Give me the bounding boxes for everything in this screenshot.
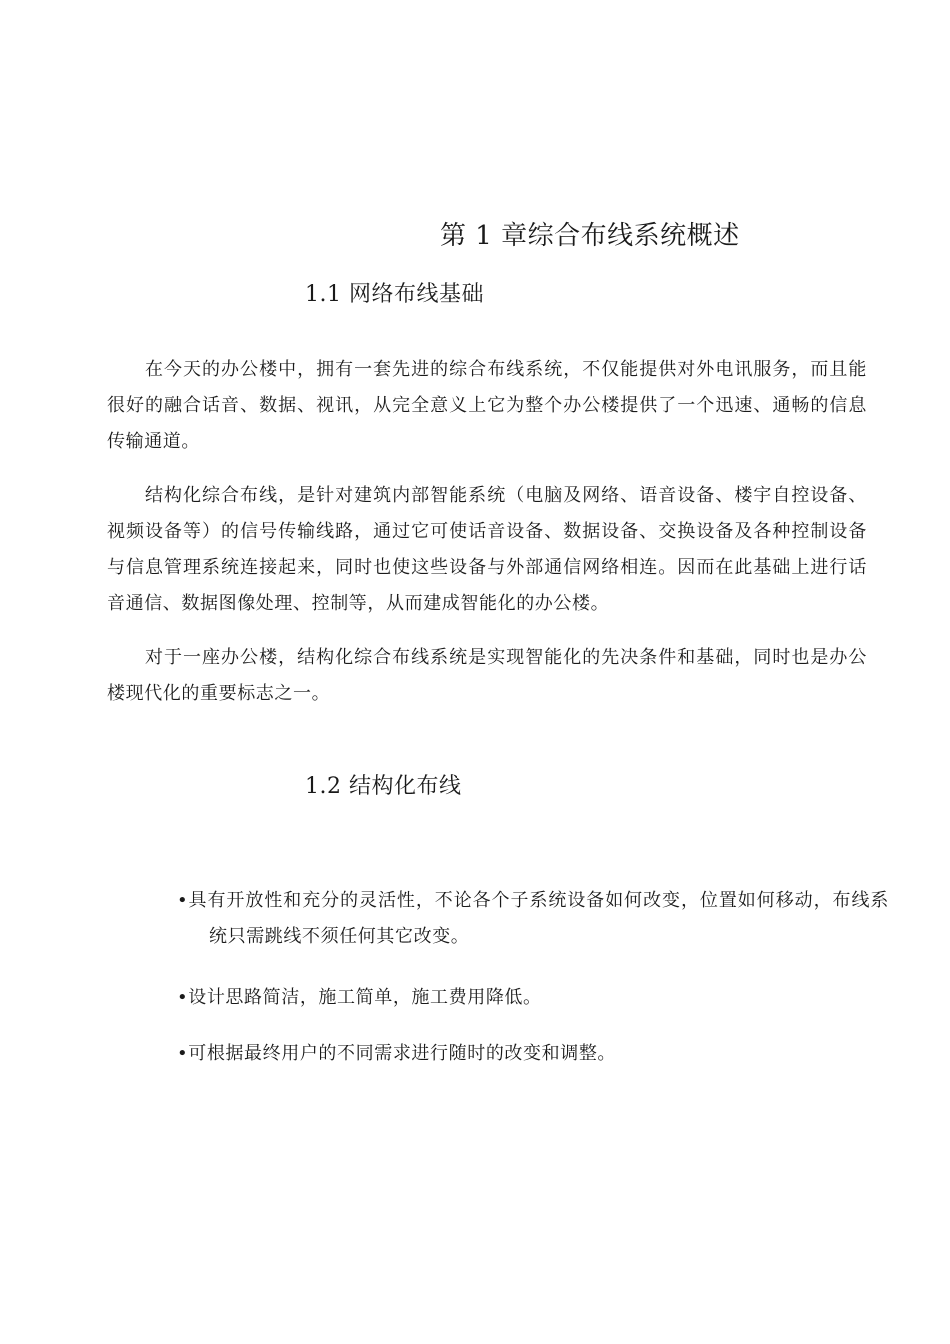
bullet-item-flexibility: •具有开放性和充分的灵活性，不论各个子系统设备如何改变，位置如何移动，布线系统只需跳线不须任何其它改变。 bbox=[177, 890, 889, 947]
bullet-item-simple-design: •设计思路简洁，施工简单，施工费用降低。 bbox=[177, 987, 542, 1008]
paragraph-intelligent-building-foundation: 对于一座办公楼，结构化综合布线系统是实现智能化的先决条件和基础，同时也是办公楼现代化的重要标志之一。 bbox=[107, 647, 867, 704]
section-title-1-2: 1.2 结构化布线 bbox=[305, 774, 462, 799]
paragraph-office-building-cabling: 在今天的办公楼中，拥有一套先进的综合布线系统，不仅能提供对外电讯服务，而且能很好的融合话音、数据、视讯，从完全意义上它为整个办公楼提供了一个迅速、通畅的信息传输通道。 bbox=[107, 359, 867, 452]
section-title-1-1: 1.1 网络布线基础 bbox=[305, 282, 484, 307]
paragraph-structured-cabling-definition: 结构化综合布线，是针对建筑内部智能系统（电脑及网络、语音设备、楼宇自控设备、视频设备等）的信号传输线路，通过它可使话音设备、数据设备、交换设备及各种控制设备与信息管理系统连接起来，同时也使这些设备与外部通信网络相连。因而在此基础上进行话音通信、数据图像处理、控制等，从而建成智能化的办公楼。 bbox=[107, 485, 867, 614]
bullet-item-adjustable: •可根据最终用户的不同需求进行随时的改变和调整。 bbox=[177, 1043, 617, 1064]
chapter-title: 第 1 章综合布线系统概述 bbox=[440, 221, 740, 251]
